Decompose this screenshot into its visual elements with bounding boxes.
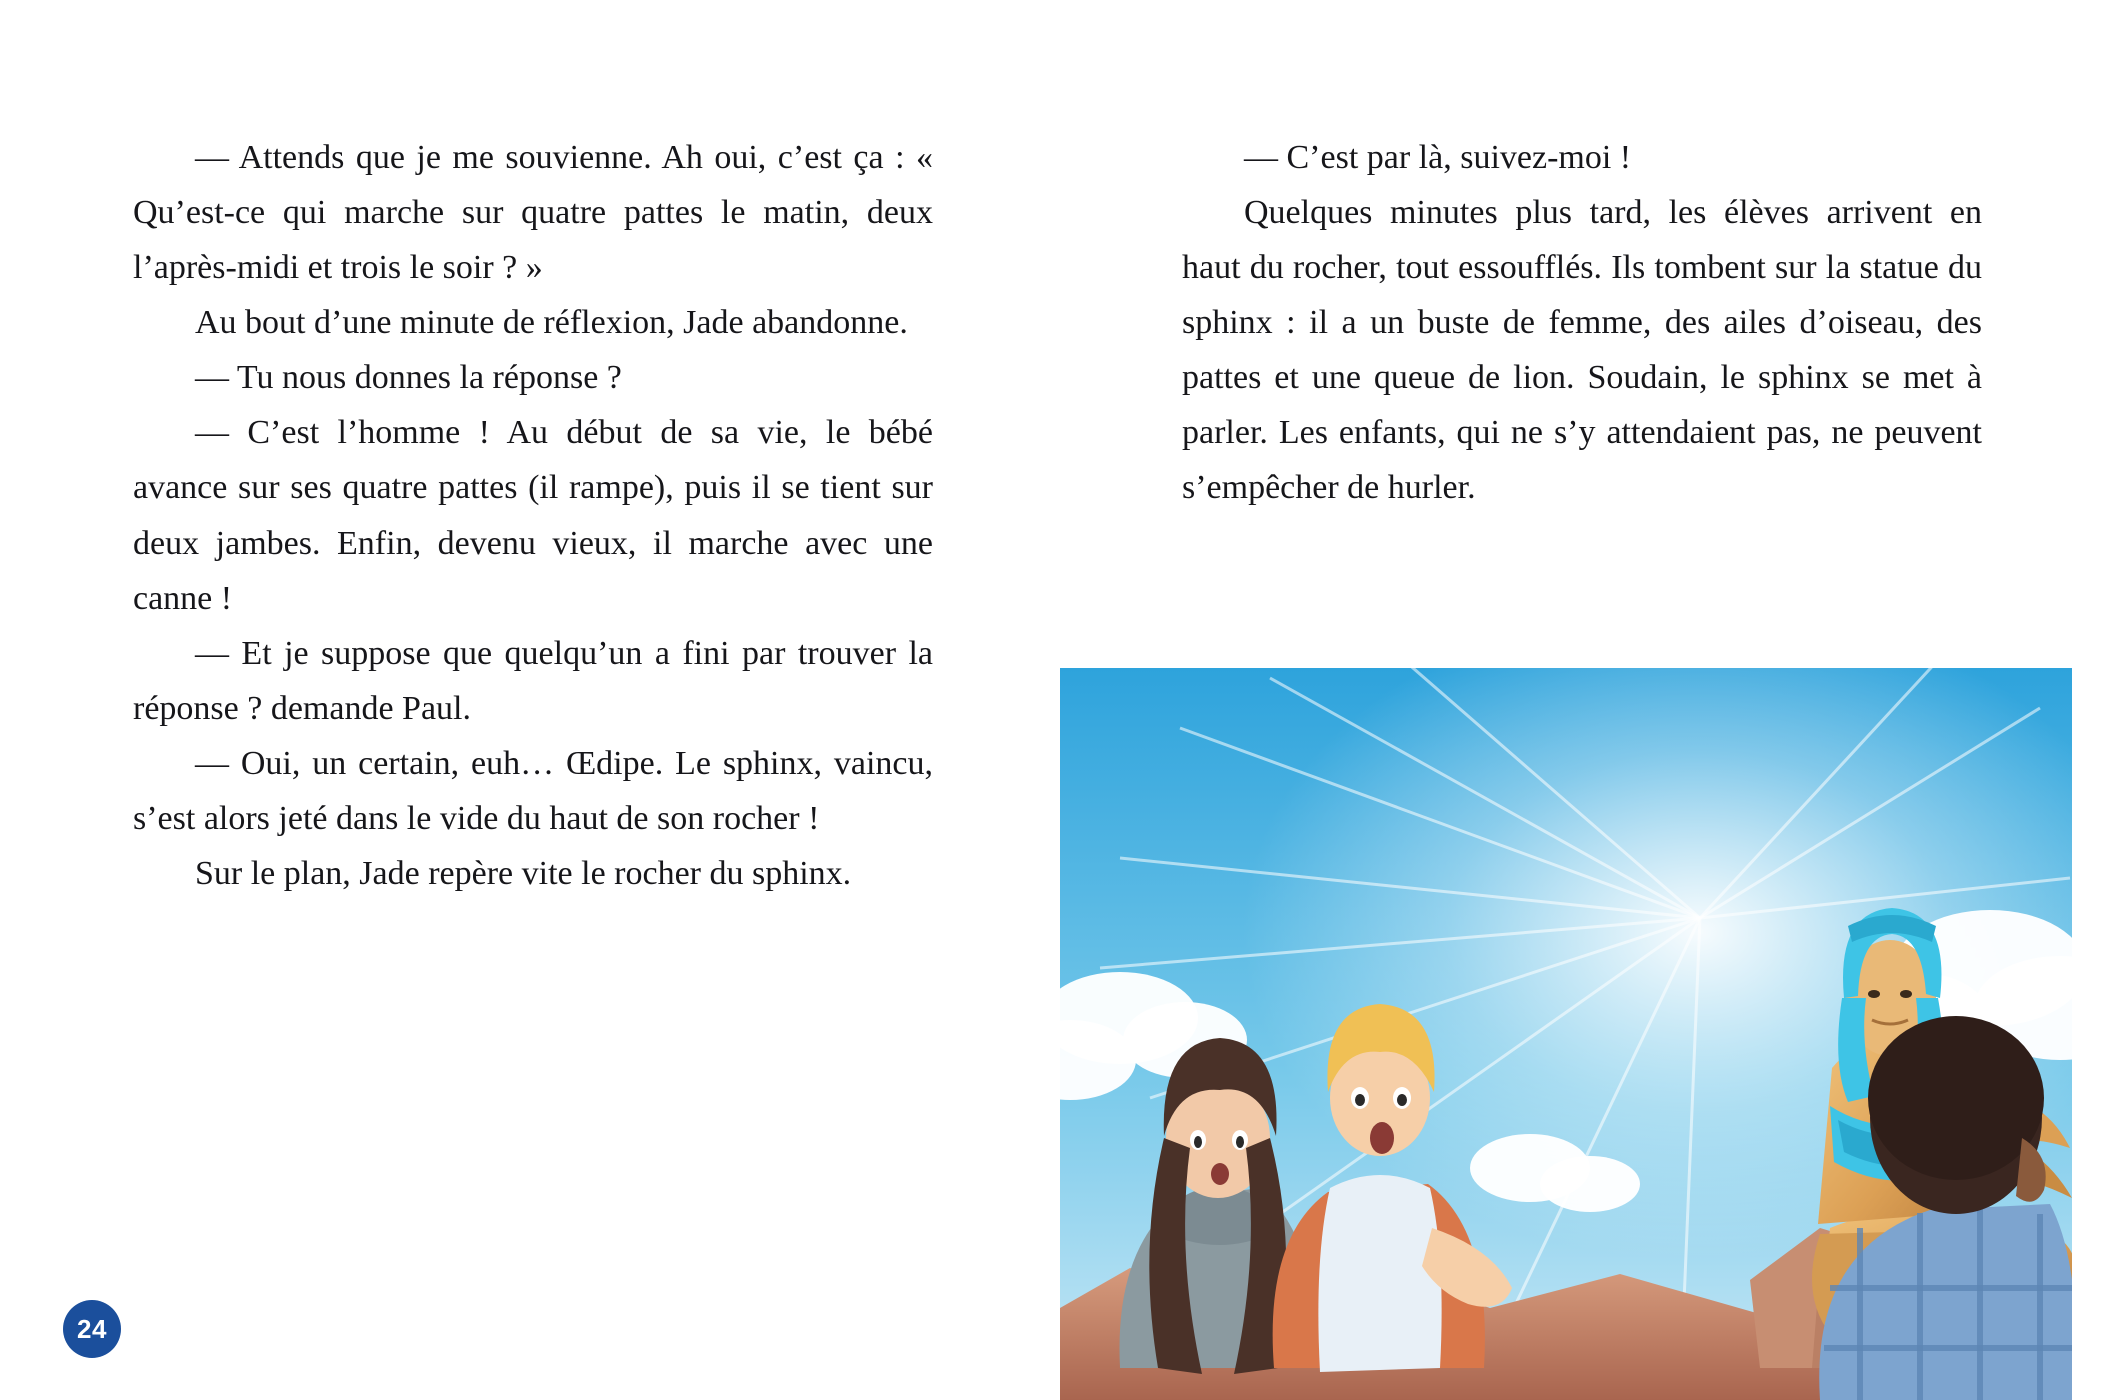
paragraph: — Tu nous donnes la réponse ?	[195, 359, 622, 397]
paragraph: — Et je suppose que quelqu’un a fini par trouver la réponse ? demande Paul.	[133, 634, 933, 727]
page-number-badge: 24	[63, 1300, 121, 1358]
paragraph: Quelques minutes plus tard, les élèves arrivent en haut du rocher, tout essoufflés. Ils tombent sur la statue du sphinx : il a un buste de femme, des ailes d’oiseau, des pattes et une queue de lion. Soudain, le sphinx se met à parler. Les enfants, qui ne s’y attendaient pas, ne peuvent s’empêcher de hurler.	[1182, 194, 1982, 507]
paragraph: Sur le plan, Jade repère vite le rocher du sphinx.	[195, 855, 852, 893]
paragraph: — C’est par là, suivez-moi !	[1244, 139, 1632, 176]
left-text-column	[133, 130, 933, 901]
paragraph: — C’est l’homme ! Au début de sa vie, le bébé avance sur ses quatre pattes (il rampe), puis il se tient sur deux jambes. Enfin, devenu vieux, il marche avec une canne !	[133, 414, 933, 617]
right-text-column	[1182, 130, 1982, 516]
illustration-artwork	[1060, 668, 2072, 1400]
paragraph: — Oui, un certain, euh… Œdipe. Le sphinx, vaincu, s’est alors jeté dans le vide du haut de son rocher !	[133, 744, 933, 837]
paragraph: — Attends que je me souvienne. Ah oui, c’est ça : « Qu’est-ce qui marche sur quatre pattes le matin, deux l’après-midi et trois le soir ? »	[133, 139, 933, 287]
paragraph: Au bout d’une minute de réflexion, Jade abandonne.	[195, 304, 908, 342]
illustration-sphinx-scene	[1060, 668, 2072, 1400]
